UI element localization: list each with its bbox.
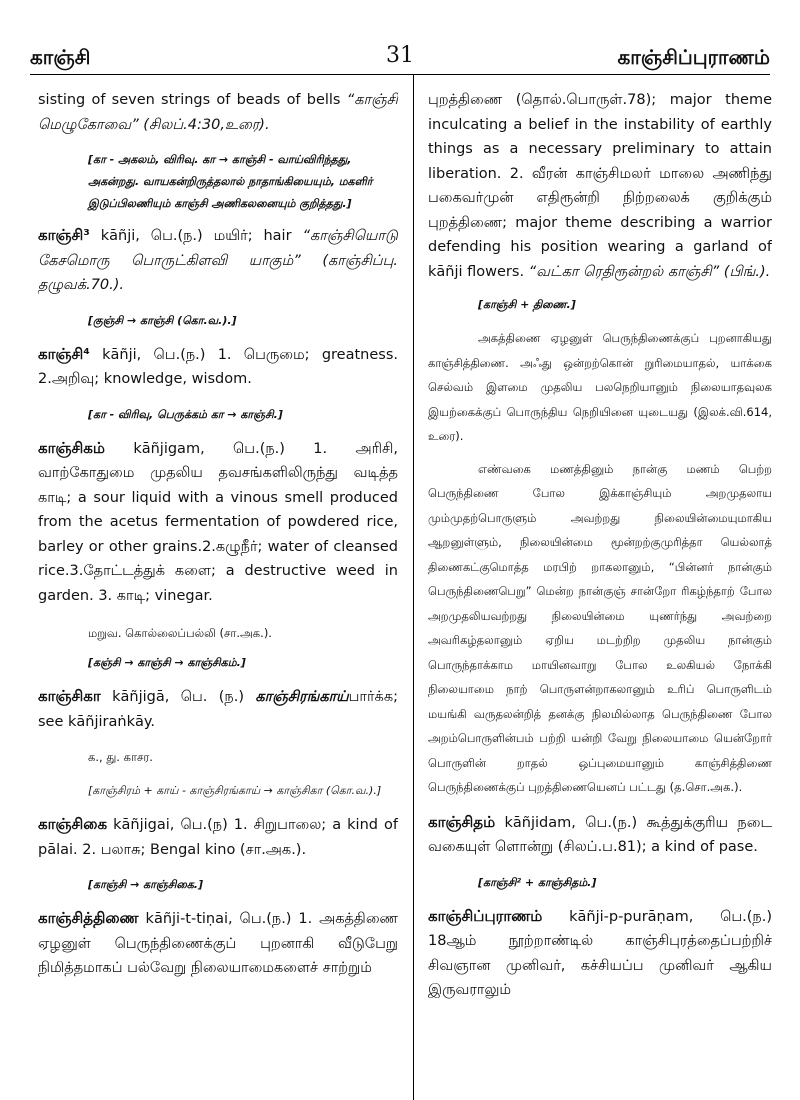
running-head-right: காஞ்சிப்புராணம் (617, 45, 770, 69)
headword: காஞ்சித்திணை (38, 909, 139, 927)
continued-entry (38, 88, 398, 137)
entry-definition: kāñjidam, பெ.(ந.) கூத்துக்குரிய நடை வகையுள் ளொன்று (சிலப்.ப.81); a kind of pase. (428, 814, 772, 855)
synonym-note: மறுவ. கொல்லைப்பல்லி (சா.அக.). (88, 626, 272, 640)
etymology-note: [காஞ்சி² + காஞ்சிதம்.] (478, 875, 597, 889)
citation-quote: “காஞ்சியொடு கேசமொரு பொருட்கிளவி யாகும்” (காஞ்சிப்பு. தழுவக்.70.). (38, 228, 398, 293)
entry-definition: kāñji-p-purāṇam, பெ.(ந.) 18ஆம் நூற்றாண்டில் காஞ்சிபுரத்தைப்பற்றிச் சிவஞான முனிவர், கச்சியப்ப முனிவர் ஆகிய இருவராலும் (428, 908, 772, 998)
right-column (428, 88, 772, 1003)
etymology-note: [குஞ்சி → காஞ்சி (கொ.வ.).] (88, 313, 237, 327)
dictionary-entry (38, 436, 398, 609)
left-column (38, 88, 398, 981)
citation-quote: “வட்கா ரெதிரூன்றல் காஞ்சி” (பிங்.). (528, 263, 771, 280)
entry-definition: kāñjigam, பெ.(ந.) 1. அரிசி, வாற்கோதுமை முதலிய தவசங்களிலிருந்து வடித்த காடி; a sour liquid with a vinous smell produced from the acetus fermentation of powdered rice, barley or other grains.2.கழுநீர்; water of cleansed rice.3.தோட்டத்துக் களை; a destructive weed in garden. 3. காடி; vinegar. (38, 440, 398, 604)
entry-definition: kāñjigā, பெ. (ந.) (100, 689, 256, 705)
headword: காஞ்சிதம் (428, 812, 496, 831)
cognate-note: க., து. காசர. (88, 750, 153, 764)
entry-text: புறத்திணை (தொல்.பொருள்.78); major theme inculcating a belief in the instability of earthly things as a necessary preliminary to attain liberation. 2. வீரன் காஞ்சிமலர் மாலை அணிந்து பகைவர்முன் எதிரூன்றி நிற்றலைக் குறிக்கும் புறத்திணை; major theme describing a warrior defending his position wearing a garland of kāñji flowers. (428, 92, 772, 280)
dictionary-entry (38, 812, 398, 862)
headword: காஞ்சி⁴ (38, 344, 90, 363)
headword: காஞ்சிகா (38, 687, 101, 705)
entry-definition: kāñjigai, பெ.(ந) 1. சிறுபாலை; a kind of pālai. 2. பலாசு; Bengal kino (சா.அக.). (38, 817, 398, 858)
etymology-note: [கஞ்சி → காஞ்சி → காஞ்சிகம்.] (88, 656, 246, 669)
etymology-note: [கா - அகலம், விரிவு. கா → காஞ்சி - வாய்விரிந்தது, அகன்றது. வாயகன்றிருத்தலால் நாதாங்கியையும், மகளிர் இடுப்பிலணியும் காஞ்சி அணிகலனையும் குறித்தது.] (88, 153, 373, 210)
dictionary-entry (428, 904, 772, 1003)
dictionary-entry (38, 342, 398, 392)
dictionary-entry (38, 684, 398, 734)
commentary-paragraph: எண்வகை மணத்தினும் நான்கு மணம் பெற்ற பெருந்திணை போல இக்காஞ்சியும் அறமுதலாய மும்முதற்பொருளும் அவற்றது நிலையின்மையுமாகிய ஆறனுள்ளும், நிலையின்மை மூன்றற்குமுரித்தா யெல்லாத் திணைகட்குமொத்த மரபிற் றாகலானும், “பின்னர் நான்கும் பெருந்திணைபெறு” மென்ற நான்குஞ் சான்றோ ரிகழ்ந்தாற் போல அறமுதலியவற்றது நிலையின்மை யுணர்ந்து அவற்றை அவரிகழ்தலானும் ஏறிய மடற்றிற முதலிய நான்கும் பொருந்தாக்காம மாயினவாறு போல உலகியல் நோக்கி நிலையாமை நாற் பொருளன்றாகலானும் உரிப் பொருளிடம் மயங்கி வருதலன்றித் தனக்கு நிலமில்லாத பெருந்திணை போல அறம்பொருளின்பம் பற்றி யன்றி வேறு நிலையாமை யென்றோர் பொருளின் றாதல் ஒப்புமையானும் காஞ்சித்திணை பெருந்திணைக்குப் புறத்திணையெனப் பட்டது (த.சொ.அக.). (428, 461, 772, 794)
headword: காஞ்சி³ (38, 226, 90, 244)
entry-definition: kāñji-t-tiṇai, பெ.(ந.) 1. அகத்திணை ஏழனுள் பெருந்திணைக்குப் புறனாகி வீடுபேறு நிமித்தமாகப் பல்வேறு நிலையாமைகளைச் சாற்றும் (38, 911, 398, 976)
column-divider (413, 75, 414, 1100)
continued-entry (428, 88, 772, 284)
commentary-paragraph: அகத்திணை ஏழனுள் பெருந்திணைக்குப் புறனாகியது காஞ்சித்திணை. அஃது ஒன்றற்கொன் றுரிமையாதல், யாக்கை செல்வம் இளமை முதலிய பலநெறியானும் நிலையாதவுலக இயற்கைக்குப் பொருந்திய நெறியினை யுடையது (இலக்.வி.614, உரை). (428, 331, 772, 443)
header-rule (30, 74, 770, 75)
entry-definition: kāñji, பெ.(ந.) 1. பெருமை; greatness. 2.அறிவு; knowledge, wisdom. (38, 346, 398, 387)
etymology-note: [காஞ்சிரம் + காய் - காஞ்சிரங்காய் → காஞ்சிகா (கொ.வ.).] (88, 784, 382, 797)
headword: காஞ்சிகம் (38, 438, 105, 457)
etymology-note: [காஞ்சி + திணை.] (478, 298, 576, 311)
etymology-note: [காஞ்சி → காஞ்சிகை.] (88, 878, 203, 891)
entry-definition: kāñji, பெ.(ந.) மயிர்; hair (89, 228, 303, 244)
dictionary-entry (38, 906, 398, 981)
etymology-note: [கா - விரிவு, பெருக்கம் கா → காஞ்சி.] (88, 407, 283, 421)
cross-reference: காஞ்சிரங்காய் (255, 689, 349, 705)
entry-definition-tail: பார்க்க; see kāñjiraṅkāy. (38, 689, 398, 730)
running-head-left: காஞ்சி (30, 45, 91, 69)
dictionary-entry (38, 223, 398, 298)
headword: காஞ்சிகை (38, 815, 108, 833)
dictionary-entry (428, 810, 772, 860)
citation-quote: “காஞ்சி மெழுகோவை” (சிலப்.4:30,உரை). (38, 92, 398, 133)
headword: காஞ்சிப்புராணம் (428, 906, 543, 925)
page-number: 31 (386, 43, 414, 68)
entry-text: sisting of seven strings of beads of bells (38, 92, 347, 108)
page-header (0, 0, 800, 74)
